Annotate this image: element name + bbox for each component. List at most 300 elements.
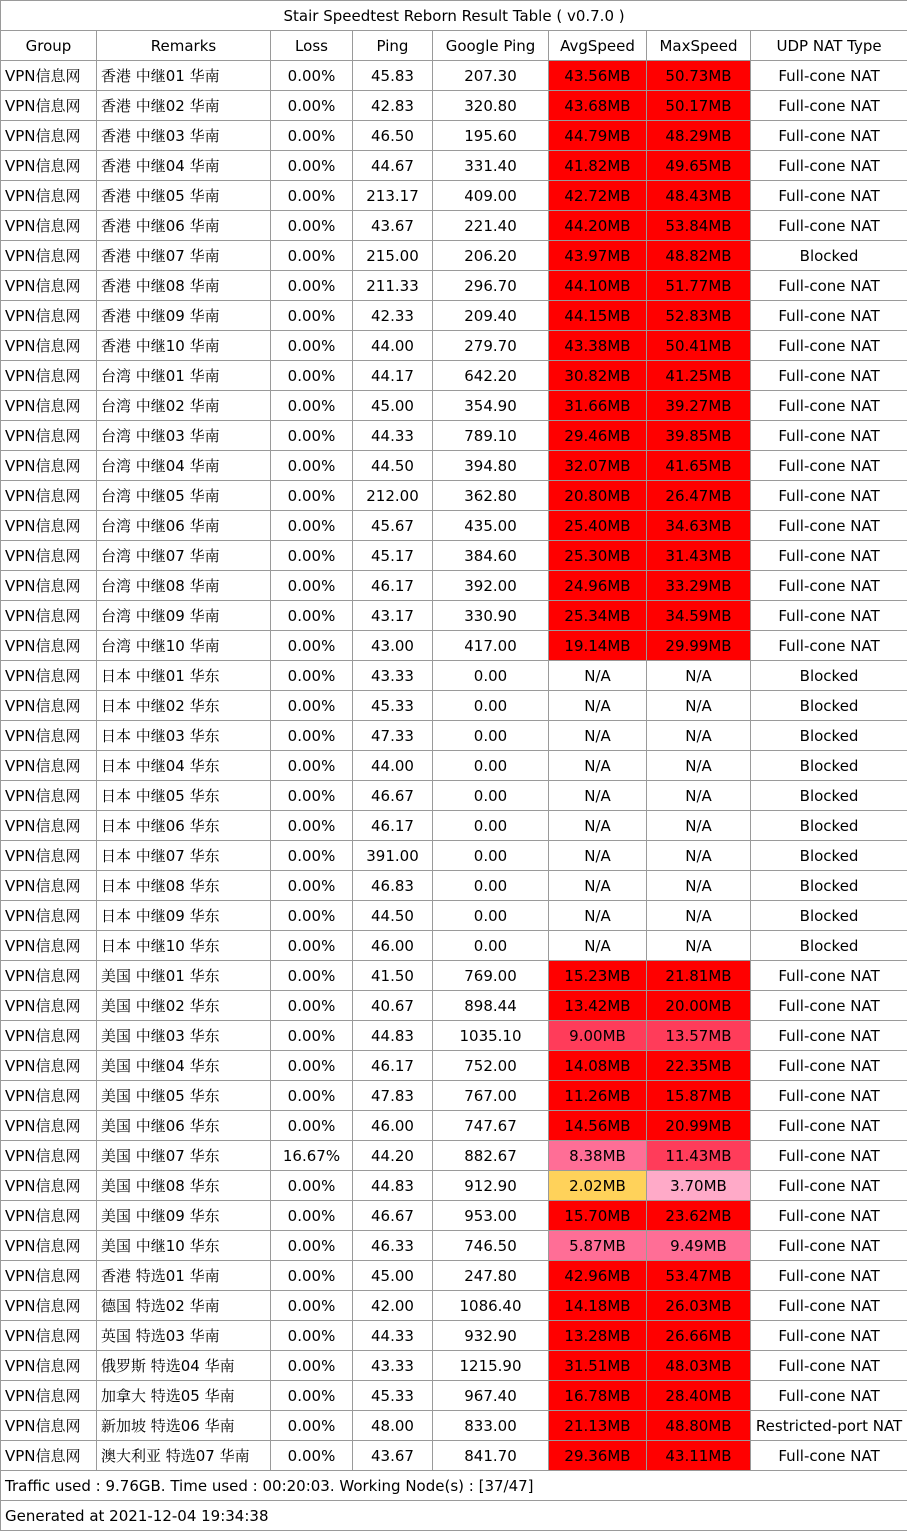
cell-remarks: 美国 中继02 华东 (97, 991, 271, 1021)
cell-ping: 215.00 (353, 241, 433, 271)
cell-google-ping: 0.00 (433, 721, 549, 751)
cell-avg-speed: 29.46MB (549, 421, 647, 451)
cell-ping: 44.00 (353, 331, 433, 361)
cell-max-speed: 26.66MB (647, 1321, 751, 1351)
cell-ping: 42.00 (353, 1291, 433, 1321)
cell-max-speed: 53.47MB (647, 1261, 751, 1291)
cell-group: VPN信息网 (1, 1321, 97, 1351)
table-row (1, 751, 907, 781)
cell-udp-nat-type: Full-cone NAT (751, 601, 907, 631)
footer-row (1, 1471, 907, 1501)
cell-udp-nat-type: Blocked (751, 841, 907, 871)
table-row (1, 451, 907, 481)
table-row (1, 841, 907, 871)
cell-udp-nat-type: Full-cone NAT (751, 1201, 907, 1231)
cell-max-speed: 41.25MB (647, 361, 751, 391)
table-row (1, 91, 907, 121)
cell-remarks: 香港 中继05 华南 (97, 181, 271, 211)
cell-avg-speed: 14.56MB (549, 1111, 647, 1141)
cell-ping: 45.83 (353, 61, 433, 91)
cell-remarks: 台湾 中继05 华南 (97, 481, 271, 511)
cell-loss: 0.00% (271, 1201, 353, 1231)
table-row (1, 1351, 907, 1381)
cell-ping: 44.33 (353, 421, 433, 451)
cell-google-ping: 0.00 (433, 661, 549, 691)
cell-loss: 0.00% (271, 1321, 353, 1351)
cell-avg-speed: 14.08MB (549, 1051, 647, 1081)
cell-group: VPN信息网 (1, 991, 97, 1021)
cell-max-speed: 15.87MB (647, 1081, 751, 1111)
cell-google-ping: 0.00 (433, 871, 549, 901)
cell-remarks: 台湾 中继01 华南 (97, 361, 271, 391)
cell-group: VPN信息网 (1, 91, 97, 121)
cell-max-speed: 26.03MB (647, 1291, 751, 1321)
cell-avg-speed: 20.80MB (549, 481, 647, 511)
cell-udp-nat-type: Full-cone NAT (751, 1111, 907, 1141)
column-header-max-speed: MaxSpeed (647, 31, 751, 61)
cell-avg-speed: 13.28MB (549, 1321, 647, 1351)
cell-avg-speed: 42.96MB (549, 1261, 647, 1291)
cell-loss: 0.00% (271, 871, 353, 901)
table-row (1, 1201, 907, 1231)
cell-google-ping: 898.44 (433, 991, 549, 1021)
cell-google-ping: 642.20 (433, 361, 549, 391)
cell-udp-nat-type: Full-cone NAT (751, 541, 907, 571)
cell-ping: 44.00 (353, 751, 433, 781)
cell-max-speed: 49.65MB (647, 151, 751, 181)
cell-remarks: 台湾 中继07 华南 (97, 541, 271, 571)
cell-avg-speed: N/A (549, 781, 647, 811)
cell-loss: 0.00% (271, 841, 353, 871)
cell-udp-nat-type: Full-cone NAT (751, 211, 907, 241)
cell-avg-speed: 44.79MB (549, 121, 647, 151)
cell-ping: 46.50 (353, 121, 433, 151)
cell-avg-speed: 43.56MB (549, 61, 647, 91)
cell-loss: 0.00% (271, 721, 353, 751)
cell-avg-speed: N/A (549, 691, 647, 721)
cell-loss: 0.00% (271, 271, 353, 301)
table-row (1, 301, 907, 331)
cell-max-speed: 50.17MB (647, 91, 751, 121)
cell-udp-nat-type: Full-cone NAT (751, 1291, 907, 1321)
cell-remarks: 香港 中继04 华南 (97, 151, 271, 181)
cell-ping: 46.67 (353, 781, 433, 811)
cell-remarks: 日本 中继08 华东 (97, 871, 271, 901)
cell-ping: 45.17 (353, 541, 433, 571)
cell-google-ping: 0.00 (433, 811, 549, 841)
cell-group: VPN信息网 (1, 1051, 97, 1081)
cell-google-ping: 0.00 (433, 931, 549, 961)
cell-ping: 45.67 (353, 511, 433, 541)
cell-group: VPN信息网 (1, 1291, 97, 1321)
cell-udp-nat-type: Full-cone NAT (751, 1321, 907, 1351)
cell-max-speed: N/A (647, 751, 751, 781)
cell-google-ping: 392.00 (433, 571, 549, 601)
cell-google-ping: 953.00 (433, 1201, 549, 1231)
cell-group: VPN信息网 (1, 1021, 97, 1051)
table-row (1, 481, 907, 511)
cell-max-speed: 20.00MB (647, 991, 751, 1021)
cell-google-ping: 320.80 (433, 91, 549, 121)
cell-ping: 47.33 (353, 721, 433, 751)
cell-google-ping: 882.67 (433, 1141, 549, 1171)
cell-max-speed: 53.84MB (647, 211, 751, 241)
cell-max-speed: 48.43MB (647, 181, 751, 211)
cell-google-ping: 1086.40 (433, 1291, 549, 1321)
cell-udp-nat-type: Full-cone NAT (751, 571, 907, 601)
cell-google-ping: 769.00 (433, 961, 549, 991)
cell-group: VPN信息网 (1, 271, 97, 301)
table-row (1, 961, 907, 991)
cell-avg-speed: 25.30MB (549, 541, 647, 571)
cell-google-ping: 841.70 (433, 1441, 549, 1471)
cell-avg-speed: N/A (549, 871, 647, 901)
cell-remarks: 美国 中继03 华东 (97, 1021, 271, 1051)
cell-loss: 0.00% (271, 1231, 353, 1261)
cell-remarks: 美国 中继05 华东 (97, 1081, 271, 1111)
cell-group: VPN信息网 (1, 1231, 97, 1261)
cell-max-speed: 51.77MB (647, 271, 751, 301)
cell-avg-speed: 44.10MB (549, 271, 647, 301)
cell-remarks: 台湾 中继02 华南 (97, 391, 271, 421)
cell-group: VPN信息网 (1, 481, 97, 511)
cell-remarks: 香港 中继10 华南 (97, 331, 271, 361)
cell-remarks: 台湾 中继10 华南 (97, 631, 271, 661)
cell-loss: 0.00% (271, 1291, 353, 1321)
cell-avg-speed: 15.70MB (549, 1201, 647, 1231)
cell-google-ping: 247.80 (433, 1261, 549, 1291)
cell-group: VPN信息网 (1, 601, 97, 631)
cell-udp-nat-type: Full-cone NAT (751, 1381, 907, 1411)
cell-ping: 46.17 (353, 571, 433, 601)
cell-avg-speed: 19.14MB (549, 631, 647, 661)
table-row (1, 511, 907, 541)
cell-remarks: 美国 中继10 华东 (97, 1231, 271, 1261)
cell-remarks: 香港 特选01 华南 (97, 1261, 271, 1291)
cell-google-ping: 1035.10 (433, 1021, 549, 1051)
cell-google-ping: 409.00 (433, 181, 549, 211)
table-row (1, 391, 907, 421)
cell-remarks: 日本 中继03 华东 (97, 721, 271, 751)
cell-group: VPN信息网 (1, 1171, 97, 1201)
cell-google-ping: 331.40 (433, 151, 549, 181)
cell-max-speed: N/A (647, 781, 751, 811)
cell-max-speed: 48.03MB (647, 1351, 751, 1381)
cell-udp-nat-type: Full-cone NAT (751, 121, 907, 151)
cell-loss: 0.00% (271, 931, 353, 961)
cell-loss: 0.00% (271, 631, 353, 661)
cell-udp-nat-type: Restricted-port NAT (751, 1411, 907, 1441)
cell-loss: 0.00% (271, 1441, 353, 1471)
cell-max-speed: 33.29MB (647, 571, 751, 601)
generated-at: Generated at 2021-12-04 19:34:38 (1, 1501, 907, 1531)
cell-udp-nat-type: Full-cone NAT (751, 271, 907, 301)
cell-remarks: 日本 中继01 华东 (97, 661, 271, 691)
cell-group: VPN信息网 (1, 331, 97, 361)
cell-loss: 0.00% (271, 901, 353, 931)
cell-loss: 0.00% (271, 451, 353, 481)
cell-google-ping: 789.10 (433, 421, 549, 451)
cell-group: VPN信息网 (1, 151, 97, 181)
cell-avg-speed: 5.87MB (549, 1231, 647, 1261)
column-header-ping: Ping (353, 31, 433, 61)
table-row (1, 1291, 907, 1321)
cell-group: VPN信息网 (1, 631, 97, 661)
cell-max-speed: 50.41MB (647, 331, 751, 361)
column-header-udp-nat-type: UDP NAT Type (751, 31, 907, 61)
cell-group: VPN信息网 (1, 1261, 97, 1291)
cell-google-ping: 746.50 (433, 1231, 549, 1261)
cell-udp-nat-type: Full-cone NAT (751, 1081, 907, 1111)
cell-avg-speed: N/A (549, 751, 647, 781)
cell-google-ping: 752.00 (433, 1051, 549, 1081)
cell-max-speed: 23.62MB (647, 1201, 751, 1231)
cell-remarks: 日本 中继02 华东 (97, 691, 271, 721)
cell-group: VPN信息网 (1, 1411, 97, 1441)
cell-google-ping: 296.70 (433, 271, 549, 301)
cell-loss: 0.00% (271, 1051, 353, 1081)
cell-google-ping: 209.40 (433, 301, 549, 331)
cell-group: VPN信息网 (1, 751, 97, 781)
cell-ping: 46.33 (353, 1231, 433, 1261)
cell-ping: 46.00 (353, 931, 433, 961)
cell-group: VPN信息网 (1, 541, 97, 571)
cell-udp-nat-type: Full-cone NAT (751, 1141, 907, 1171)
table-row (1, 601, 907, 631)
cell-ping: 44.83 (353, 1021, 433, 1051)
cell-loss: 16.67% (271, 1141, 353, 1171)
cell-loss: 0.00% (271, 1111, 353, 1141)
cell-google-ping: 362.80 (433, 481, 549, 511)
cell-loss: 0.00% (271, 991, 353, 1021)
column-header-google-ping: Google Ping (433, 31, 549, 61)
cell-group: VPN信息网 (1, 1351, 97, 1381)
cell-group: VPN信息网 (1, 1441, 97, 1471)
cell-udp-nat-type: Blocked (751, 901, 907, 931)
cell-remarks: 台湾 中继08 华南 (97, 571, 271, 601)
cell-google-ping: 354.90 (433, 391, 549, 421)
cell-max-speed: N/A (647, 721, 751, 751)
cell-remarks: 台湾 中继06 华南 (97, 511, 271, 541)
cell-remarks: 美国 中继04 华东 (97, 1051, 271, 1081)
cell-ping: 44.50 (353, 901, 433, 931)
table-row (1, 631, 907, 661)
cell-loss: 0.00% (271, 391, 353, 421)
cell-loss: 0.00% (271, 691, 353, 721)
cell-avg-speed: 43.68MB (549, 91, 647, 121)
cell-group: VPN信息网 (1, 691, 97, 721)
cell-google-ping: 221.40 (433, 211, 549, 241)
table-row (1, 571, 907, 601)
cell-avg-speed: 43.38MB (549, 331, 647, 361)
cell-ping: 45.33 (353, 691, 433, 721)
cell-ping: 45.33 (353, 1381, 433, 1411)
cell-ping: 45.00 (353, 1261, 433, 1291)
cell-ping: 44.50 (353, 451, 433, 481)
cell-max-speed: 21.81MB (647, 961, 751, 991)
cell-ping: 44.20 (353, 1141, 433, 1171)
cell-max-speed: 20.99MB (647, 1111, 751, 1141)
cell-max-speed: 13.57MB (647, 1021, 751, 1051)
cell-ping: 213.17 (353, 181, 433, 211)
table-row (1, 1261, 907, 1291)
cell-remarks: 英国 特选03 华南 (97, 1321, 271, 1351)
table-row (1, 1321, 907, 1351)
cell-udp-nat-type: Full-cone NAT (751, 631, 907, 661)
cell-google-ping: 206.20 (433, 241, 549, 271)
table-row (1, 181, 907, 211)
cell-ping: 47.83 (353, 1081, 433, 1111)
cell-avg-speed: 9.00MB (549, 1021, 647, 1051)
table-row (1, 871, 907, 901)
table-row (1, 931, 907, 961)
cell-remarks: 日本 中继05 华东 (97, 781, 271, 811)
cell-max-speed: 48.82MB (647, 241, 751, 271)
cell-max-speed: 3.70MB (647, 1171, 751, 1201)
cell-max-speed: N/A (647, 691, 751, 721)
cell-remarks: 日本 中继04 华东 (97, 751, 271, 781)
cell-avg-speed: 30.82MB (549, 361, 647, 391)
cell-loss: 0.00% (271, 61, 353, 91)
cell-group: VPN信息网 (1, 811, 97, 841)
cell-max-speed: 43.11MB (647, 1441, 751, 1471)
cell-avg-speed: 44.20MB (549, 211, 647, 241)
cell-udp-nat-type: Full-cone NAT (751, 1261, 907, 1291)
cell-remarks: 美国 中继06 华东 (97, 1111, 271, 1141)
cell-ping: 42.33 (353, 301, 433, 331)
cell-group: VPN信息网 (1, 121, 97, 151)
cell-udp-nat-type: Full-cone NAT (751, 1171, 907, 1201)
cell-loss: 0.00% (271, 1381, 353, 1411)
cell-group: VPN信息网 (1, 781, 97, 811)
cell-group: VPN信息网 (1, 961, 97, 991)
table-row (1, 991, 907, 1021)
cell-avg-speed: 42.72MB (549, 181, 647, 211)
cell-loss: 0.00% (271, 571, 353, 601)
cell-loss: 0.00% (271, 151, 353, 181)
table-row (1, 121, 907, 151)
cell-group: VPN信息网 (1, 301, 97, 331)
cell-max-speed: 39.27MB (647, 391, 751, 421)
cell-avg-speed: 15.23MB (549, 961, 647, 991)
cell-remarks: 加拿大 特选05 华南 (97, 1381, 271, 1411)
cell-google-ping: 0.00 (433, 901, 549, 931)
cell-avg-speed: 8.38MB (549, 1141, 647, 1171)
cell-udp-nat-type: Blocked (751, 871, 907, 901)
cell-remarks: 台湾 中继03 华南 (97, 421, 271, 451)
cell-avg-speed: 44.15MB (549, 301, 647, 331)
cell-google-ping: 967.40 (433, 1381, 549, 1411)
cell-max-speed: 48.29MB (647, 121, 751, 151)
cell-loss: 0.00% (271, 301, 353, 331)
cell-avg-speed: 11.26MB (549, 1081, 647, 1111)
header-row (1, 31, 907, 61)
cell-group: VPN信息网 (1, 181, 97, 211)
cell-avg-speed: 43.97MB (549, 241, 647, 271)
table-row (1, 1051, 907, 1081)
cell-max-speed: 28.40MB (647, 1381, 751, 1411)
cell-avg-speed: 32.07MB (549, 451, 647, 481)
cell-udp-nat-type: Full-cone NAT (751, 1441, 907, 1471)
cell-max-speed: 11.43MB (647, 1141, 751, 1171)
cell-google-ping: 0.00 (433, 841, 549, 871)
cell-udp-nat-type: Full-cone NAT (751, 991, 907, 1021)
table-row (1, 1141, 907, 1171)
cell-remarks: 香港 中继08 华南 (97, 271, 271, 301)
cell-loss: 0.00% (271, 331, 353, 361)
cell-loss: 0.00% (271, 1171, 353, 1201)
cell-group: VPN信息网 (1, 361, 97, 391)
cell-ping: 212.00 (353, 481, 433, 511)
cell-ping: 44.17 (353, 361, 433, 391)
table-row (1, 1021, 907, 1051)
cell-google-ping: 932.90 (433, 1321, 549, 1351)
cell-google-ping: 279.70 (433, 331, 549, 361)
cell-google-ping: 384.60 (433, 541, 549, 571)
cell-udp-nat-type: Full-cone NAT (751, 361, 907, 391)
cell-udp-nat-type: Full-cone NAT (751, 481, 907, 511)
table-row (1, 721, 907, 751)
table-row (1, 211, 907, 241)
title-row (1, 1, 907, 31)
cell-udp-nat-type: Full-cone NAT (751, 1021, 907, 1051)
cell-ping: 48.00 (353, 1411, 433, 1441)
cell-google-ping: 833.00 (433, 1411, 549, 1441)
cell-loss: 0.00% (271, 541, 353, 571)
cell-remarks: 新加坡 特选06 华南 (97, 1411, 271, 1441)
cell-udp-nat-type: Full-cone NAT (751, 511, 907, 541)
cell-ping: 44.83 (353, 1171, 433, 1201)
cell-google-ping: 912.90 (433, 1171, 549, 1201)
table-row (1, 781, 907, 811)
table-row (1, 661, 907, 691)
table-row (1, 331, 907, 361)
footer-row (1, 1501, 907, 1531)
cell-loss: 0.00% (271, 481, 353, 511)
column-header-avg-speed: AvgSpeed (549, 31, 647, 61)
cell-google-ping: 767.00 (433, 1081, 549, 1111)
cell-google-ping: 1215.90 (433, 1351, 549, 1381)
table-row (1, 151, 907, 181)
table-title: Stair Speedtest Reborn Result Table ( v0.7.0 ) (1, 1, 907, 31)
cell-google-ping: 435.00 (433, 511, 549, 541)
cell-remarks: 香港 中继06 华南 (97, 211, 271, 241)
cell-avg-speed: 29.36MB (549, 1441, 647, 1471)
cell-loss: 0.00% (271, 181, 353, 211)
cell-loss: 0.00% (271, 751, 353, 781)
cell-max-speed: 34.59MB (647, 601, 751, 631)
cell-group: VPN信息网 (1, 661, 97, 691)
cell-max-speed: 22.35MB (647, 1051, 751, 1081)
cell-ping: 41.50 (353, 961, 433, 991)
cell-avg-speed: N/A (549, 841, 647, 871)
cell-udp-nat-type: Blocked (751, 781, 907, 811)
cell-ping: 43.33 (353, 661, 433, 691)
table-row (1, 1231, 907, 1261)
cell-udp-nat-type: Full-cone NAT (751, 1351, 907, 1381)
cell-group: VPN信息网 (1, 241, 97, 271)
cell-max-speed: 50.73MB (647, 61, 751, 91)
cell-ping: 45.00 (353, 391, 433, 421)
cell-udp-nat-type: Full-cone NAT (751, 1231, 907, 1261)
cell-max-speed: 39.85MB (647, 421, 751, 451)
cell-ping: 44.67 (353, 151, 433, 181)
cell-group: VPN信息网 (1, 1381, 97, 1411)
cell-avg-speed: 25.34MB (549, 601, 647, 631)
cell-group: VPN信息网 (1, 871, 97, 901)
table-row (1, 1171, 907, 1201)
cell-avg-speed: 13.42MB (549, 991, 647, 1021)
